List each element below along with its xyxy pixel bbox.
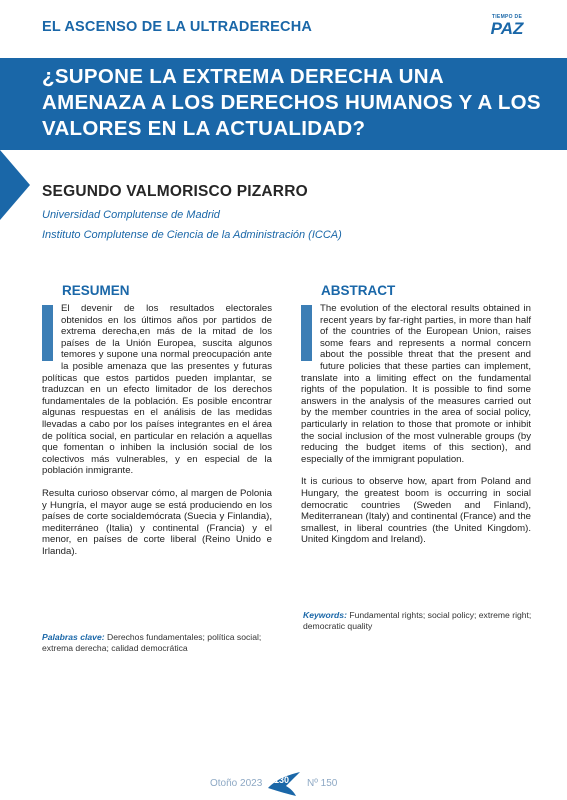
dropcap-bar — [301, 305, 312, 361]
resumen-keywords — [42, 632, 272, 654]
logo-main-text: PAZ — [490, 19, 524, 38]
section-label: EL ASCENSO DE LA ULTRADERECHA — [42, 19, 313, 35]
resumen-heading: RESUMEN — [62, 283, 130, 298]
footer-season: Otoño 2023 — [210, 778, 263, 789]
footer-issue: Nº 150 — [307, 778, 338, 789]
abstract-keywords — [303, 610, 533, 632]
resumen-paragraph-2: Resulta curioso observar cómo, al margen de Polonia y Hungría, el mayor auge se está produciendo en los países de corte socialdemócrata (Suecia y Finlandia), mediterráneo (Italia) y continental (Francia) y el menor, en países de corte liberal (Reino Unido e Irlanda). — [42, 487, 272, 557]
resumen-keywords-label: Palabras clave: — [42, 632, 105, 642]
magazine-logo — [484, 14, 530, 46]
author-name: SEGUNDO VALMORISCO PIZARRO — [42, 183, 308, 200]
author-affiliation-1: Universidad Complutense de Madrid — [42, 209, 220, 221]
abstract-keywords-text: Fundamental rights; social policy; extreme right; democratic quality — [303, 610, 532, 631]
abstract-column — [301, 283, 531, 546]
author-affiliation-2: Instituto Complutense de Ciencia de la Administración (ICCA) — [42, 229, 342, 241]
abstract-keywords-label: Keywords: — [303, 610, 347, 620]
resumen-keywords-text: Derechos fundamentales; política social; extrema derecha; calidad democrática — [42, 632, 262, 653]
abstract-paragraph-1 — [301, 303, 531, 465]
article-title: ¿SUPONE LA EXTREMA DERECHA UNA AMENAZA A LOS DERECHOS HUMANOS Y A LOS VALORES EN LA ACTUALIDAD? — [42, 65, 541, 140]
page-number: 130 — [274, 775, 290, 785]
decorative-triangle — [0, 150, 30, 220]
title-band — [0, 58, 567, 150]
abstract-paragraph-1-text: The evolution of the electoral results obtained in recent years by far-right parties, in more than half of the countries of the European Union, raises some fears and represents a normal concern about the possible threat that the present and future policies that these parties can implement, translate into a limiting effect on the fundamental rights of the population. It is possible to find some answers in the analysis of the measures carried out by the member countries in the area of social policy, particularly in relation to those that promote or inhibit the social inclusion of the most vulnerable groups (by reducing the budget items of this section), and especially of the immigrant population. — [301, 303, 531, 465]
resumen-paragraph-1 — [42, 303, 272, 477]
abstract-paragraph-2: It is curious to observe how, apart from Poland and Hungary, the greatest boom is occurring in social democratic countries (Sweden and Finland), Mediterranean (Italy) and continental (France) and the smallest, in liberal countries (the United Kingdom). United Kingdom and Ireland). — [301, 476, 531, 546]
page-footer — [210, 770, 360, 798]
dropcap-bar — [42, 305, 53, 361]
resumen-column — [42, 283, 272, 557]
logo-top-text: TIEMPO DE — [491, 14, 523, 20]
abstract-heading: ABSTRACT — [321, 283, 396, 298]
resumen-paragraph-1-text: El devenir de los resultados electorales obtenidos en los últimos años por partidos de extrema derecha,en más de la mitad de los países de la Unión Europea, suscita algunos temores y supone una normal preocupación ante la posible amenaza que las presentes y futuras políticas que estos partidos pueden implantar, se traduzcan en un efecto limitador de los derechos fundamentales de la población. Es posible encontrar algunas respuestas en el análisis de las medidas llevadas a cabo por los países integrantes en el área de política social, en particular en relación a aquellas que fomentan o inhiben la inclusión social de los colectivos más vulnerables, y en especial de la población inmigrante. — [42, 303, 272, 477]
